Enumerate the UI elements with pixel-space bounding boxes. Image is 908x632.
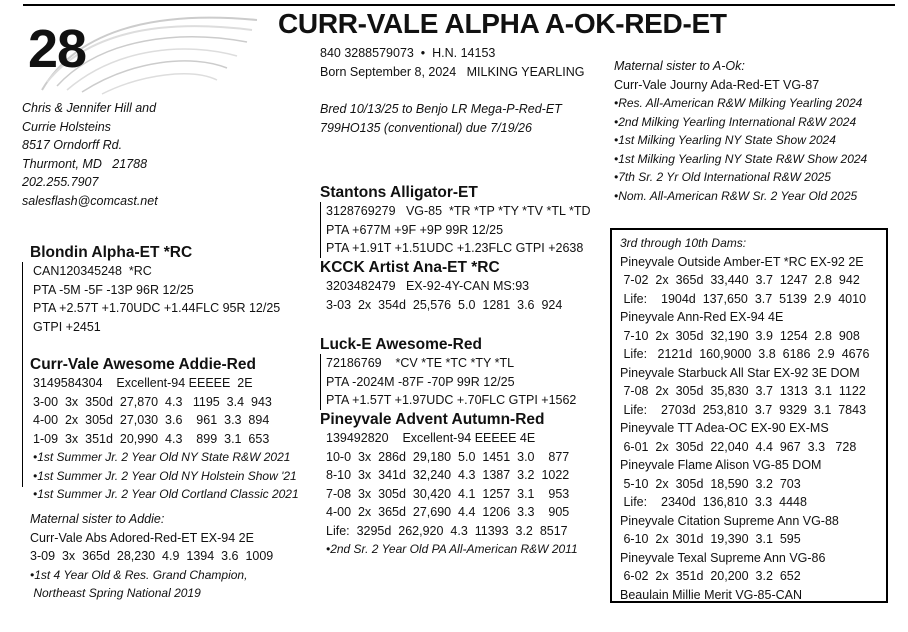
dam-award: •1st Summer Jr. 2 Year Old Cortland Classic 2021 — [33, 487, 299, 501]
dam-entry-name: Pineyvale Ann-Red EX-94 4E — [620, 310, 784, 324]
dam-record: 3-00 3x 350d 27,870 4.3 1195 3.4 943 — [33, 394, 272, 409]
dam-dam-line: 139492820 Excellent-94 EEEEE 4E — [326, 431, 536, 445]
sire-dam-name: KCCK Artist Ana-ET *RC — [320, 259, 500, 276]
dam-sire-name: Luck-E Awesome-Red — [320, 336, 482, 353]
dam-entry-name: Pineyvale Outside Amber-ET *RC EX-92 2E — [620, 254, 864, 269]
sire-sire-details — [326, 202, 590, 258]
dam-dam-details — [326, 429, 578, 559]
a-ok-sister-award: •7th Sr. 2 Yr Old International R&W 2025 — [614, 170, 831, 184]
sire-dam-record: 3-03 2x 354d 25,576 5.0 1281 3.6 924 — [326, 297, 563, 312]
dam-entry-name: Pineyvale Citation Supreme Ann VG-88 — [620, 513, 839, 528]
dam-entry-life: Life: 2340d 136,810 3.3 4448 — [620, 495, 807, 509]
sire-line: PTA +2.57T +1.70UDC +1.44FLC 95R 12/25 — [33, 301, 281, 315]
bred-line: Bred 10/13/25 to Benjo LR Mega-P-Red-ET — [320, 102, 562, 116]
dam-sire-line: PTA -2024M -87F -70P 99R 12/25 — [326, 374, 515, 389]
a-ok-sister-award: •1st Milking Yearling NY State Show 2024 — [614, 133, 836, 147]
dam-details — [33, 374, 299, 504]
sire-line: CAN120345248 *RC — [33, 264, 152, 278]
pedigree-bracket — [22, 262, 23, 487]
sire-dam-details — [326, 277, 562, 314]
addie-sister-award: •1st 4 Year Old & Res. Grand Champion, — [30, 567, 248, 582]
a-ok-sister-label: Maternal sister to A-Ok: — [614, 59, 745, 73]
consignor-line: 202.255.7907 — [22, 175, 99, 189]
dam-sire-line: 72186769 *CV *TE *TC *TY *TL — [326, 356, 515, 370]
dam-sire-line: PTA +1.57T +1.97UDC +.70FLC GTPI +1562 — [326, 393, 577, 407]
sire-dam-line: 3203482479 EX-92-4Y-CAN MS:93 — [326, 279, 530, 293]
sire-details — [33, 262, 280, 336]
dam-dam-record: 4-00 2x 365d 27,690 4.4 1206 3.3 905 — [326, 505, 570, 519]
a-ok-sister — [614, 57, 867, 205]
sire-name: Blondin Alpha-ET *RC — [30, 244, 193, 261]
consignor-line: Chris & Jennifer Hill and — [22, 101, 157, 115]
dam-bracket — [320, 354, 321, 410]
a-ok-sister-name: Curr-Vale Journy Ada-Red-ET VG-87 — [614, 77, 820, 92]
bred-line-2: 799HO135 (conventional) due 7/19/26 — [320, 121, 532, 135]
sire-bracket — [320, 202, 321, 258]
addie-sister-name: Curr-Vale Abs Adored-Red-ET EX-94 2E — [30, 530, 254, 545]
sire-sire-line: PTA +677M +9F +9P 99R 12/25 — [326, 222, 504, 237]
dam-entry-life: Life: 1904d 137,650 3.7 5139 2.9 4010 — [620, 291, 867, 306]
id-line: 840 3288579073 • H.N. 14153 — [320, 46, 496, 60]
dam-sire-details — [326, 354, 576, 410]
dam-dam-life: Life: 3295d 262,920 4.3 11393 3.2 8517 — [326, 523, 568, 538]
sire-line: GTPI +2451 — [33, 319, 101, 334]
dam-entry-record: 6-10 2x 301d 19,390 3.1 595 — [620, 532, 801, 546]
dam-entry-record: 7-10 2x 305d 32,190 3.9 1254 2.8 908 — [620, 328, 860, 343]
dam-dam-record: 10-0 3x 286d 29,180 5.0 1451 3.0 877 — [326, 449, 570, 464]
dam-entry-life: Life: 2703d 253,810 3.7 9329 3.1 7843 — [620, 402, 867, 417]
dam-entry-name: Pineyvale Texal Supreme Ann VG-86 — [620, 550, 826, 565]
dam-dam-record: 7-08 3x 305d 30,420 4.1 1257 3.1 953 — [326, 486, 570, 501]
dam-dam-award: •2nd Sr. 2 Year Old PA All-American R&W 2011 — [326, 542, 578, 556]
consignor-line: 8517 Orndorff Rd. — [22, 138, 123, 152]
sire-sire-line: 3128769279 VG-85 *TR *TP *TY *TV *TL *TD — [326, 204, 591, 218]
sire-line: PTA -5M -5F -13P 96R 12/25 — [33, 282, 194, 297]
addie-sister-label: Maternal sister to Addie: — [30, 512, 165, 526]
dam-entry-life: Life: 2121d 160,9000 3.8 6186 2.9 4676 — [620, 347, 870, 361]
dam-entry-record: 5-10 2x 305d 18,590 3.2 703 — [620, 476, 801, 491]
a-ok-sister-award: •2nd Milking Yearling International R&W 2024 — [614, 114, 857, 129]
consignor-block — [22, 99, 158, 210]
addie-sister-record: 3-09 3x 365d 28,230 4.9 1394 3.6 1009 — [30, 549, 274, 563]
dam-entry-name: Pineyvale TT Adea-OC EX-90 EX-MS — [620, 421, 829, 435]
born-line: Born September 8, 2024 MILKING YEARLING — [320, 65, 585, 79]
consignor-email: salesflash@comcast.net — [22, 193, 158, 208]
dam-entry-record: 6-02 2x 351d 20,200 3.2 652 — [620, 569, 801, 583]
addie-sister-award: Northeast Spring National 2019 — [30, 586, 201, 600]
dam-award: •1st Summer Jr. 2 Year Old NY Holstein Show '21 — [33, 468, 297, 483]
sire-sire-line: PTA +1.91T +1.51UDC +1.23FLC GTPI +2638 — [326, 241, 584, 255]
dam-name: Curr-Vale Awesome Addie-Red — [30, 356, 256, 373]
consignor-line: Thurmont, MD 21788 — [22, 156, 148, 171]
dam-record: 1-09 3x 351d 20,990 4.3 899 3.1 653 — [33, 431, 270, 446]
dam-record: 4-00 2x 305d 27,030 3.6 961 3.3 894 — [33, 413, 270, 427]
dam-dam-record: 8-10 3x 341d 32,240 4.3 1387 3.2 1022 — [326, 468, 570, 482]
a-ok-sister-award: •Res. All-American R&W Milking Yearling 2024 — [614, 96, 863, 110]
dams-box-label: 3rd through 10th Dams: — [620, 236, 747, 250]
dam-line: 3149584304 Excellent-94 EEEEE 2E — [33, 376, 253, 390]
lot-number: 28 — [28, 19, 87, 79]
consignor-line: Currie Holsteins — [22, 119, 111, 134]
a-ok-sister-award: •Nom. All-American R&W Sr. 2 Year Old 2025 — [614, 188, 858, 203]
dam-entry-name: Beaulain Millie Merit VG-85-CAN — [620, 587, 803, 602]
sire-sire-name: Stantons Alligator-ET — [320, 184, 478, 201]
dam-dam-name: Pineyvale Advent Autumn-Red — [320, 411, 545, 428]
page-title: CURR-VALE ALPHA A-OK-RED-ET — [278, 8, 727, 39]
dam-entry-name: Pineyvale Flame Alison VG-85 DOM — [620, 458, 822, 472]
dam-entry-record: 7-08 2x 305d 35,830 3.7 1313 3.1 1122 — [620, 384, 866, 398]
dam-entry-record: 6-01 2x 305d 22,040 4.4 967 3.3 728 — [620, 439, 857, 454]
addie-sister — [30, 510, 273, 603]
dams-box — [610, 228, 888, 603]
a-ok-sister-award: •1st Milking Yearling NY State R&W Show 2024 — [614, 151, 868, 166]
dam-award: •1st Summer Jr. 2 Year Old NY State R&W 2021 — [33, 450, 291, 464]
dam-entry-name: Pineyvale Starbuck All Star EX-92 3E DOM — [620, 365, 860, 380]
dam-entry-record: 7-02 2x 365d 33,440 3.7 1247 2.8 942 — [620, 273, 860, 287]
